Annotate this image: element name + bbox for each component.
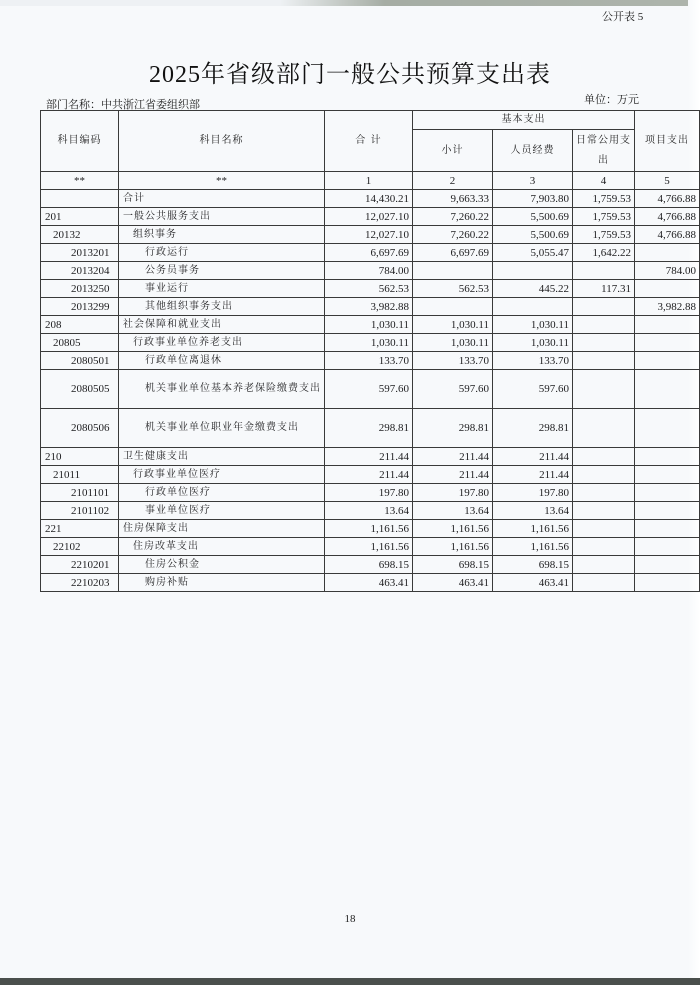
cell-daily: [573, 409, 635, 448]
cell-subtotal: 1,030.11: [413, 334, 493, 352]
cell-code: 2013299: [41, 298, 119, 316]
header-daily: 日常公用支出: [573, 130, 635, 172]
table-row: [41, 556, 700, 574]
cell-total: 562.53: [325, 280, 413, 298]
cell-project: 4,766.88: [635, 226, 700, 244]
cell-project: [635, 502, 700, 520]
index-cell: 1: [325, 172, 413, 190]
table-row: [41, 484, 700, 502]
cell-personnel: 597.60: [493, 370, 573, 409]
cell-personnel: 5,500.69: [493, 226, 573, 244]
cell-total: 12,027.10: [325, 208, 413, 226]
cell-personnel: 5,500.69: [493, 208, 573, 226]
cell-subtotal: 597.60: [413, 370, 493, 409]
cell-name: 公务员事务: [119, 262, 325, 280]
cell-subtotal: 1,161.56: [413, 520, 493, 538]
table-row: [41, 298, 700, 316]
table-row: [41, 538, 700, 556]
cell-name: 行政运行: [119, 244, 325, 262]
header-code: 科目编码: [41, 111, 119, 172]
cell-code: 201: [41, 208, 119, 226]
cell-code: 2080506: [41, 409, 119, 448]
cell-name: 卫生健康支出: [119, 448, 325, 466]
cell-subtotal: 211.44: [413, 466, 493, 484]
cell-project: [635, 556, 700, 574]
cell-subtotal: 463.41: [413, 574, 493, 592]
table-row: [41, 574, 700, 592]
header-personnel: 人员经费: [493, 130, 573, 172]
cell-personnel: 1,030.11: [493, 334, 573, 352]
cell-code: 2080505: [41, 370, 119, 409]
cell-total: 1,030.11: [325, 316, 413, 334]
cell-code: 2210201: [41, 556, 119, 574]
cell-name: 事业单位医疗: [119, 502, 325, 520]
cell-daily: 1,759.53: [573, 190, 635, 208]
cell-personnel: 197.80: [493, 484, 573, 502]
cell-total: 12,027.10: [325, 226, 413, 244]
cell-project: [635, 244, 700, 262]
cell-name: 住房保障支出: [119, 520, 325, 538]
cell-subtotal: 197.80: [413, 484, 493, 502]
cell-subtotal: [413, 298, 493, 316]
cell-code: 2013204: [41, 262, 119, 280]
cell-personnel: 463.41: [493, 574, 573, 592]
cell-total: 6,697.69: [325, 244, 413, 262]
cell-code: 20132: [41, 226, 119, 244]
cell-subtotal: 7,260.22: [413, 208, 493, 226]
cell-name: 社会保障和就业支出: [119, 316, 325, 334]
cell-name: 事业运行: [119, 280, 325, 298]
budget-expenditure-table: [40, 110, 700, 592]
cell-subtotal: 1,161.56: [413, 538, 493, 556]
cell-subtotal: 6,697.69: [413, 244, 493, 262]
department-label: 部门名称：中共浙江省委组织部: [46, 98, 200, 111]
scan-top-edge: [0, 0, 700, 6]
cell-daily: [573, 484, 635, 502]
cell-daily: [573, 352, 635, 370]
cell-daily: 117.31: [573, 280, 635, 298]
cell-name: 行政单位离退休: [119, 352, 325, 370]
cell-project: [635, 334, 700, 352]
table-row: [41, 466, 700, 484]
cell-code: [41, 190, 119, 208]
header-total: 合 计: [325, 111, 413, 172]
cell-code: 2013250: [41, 280, 119, 298]
cell-name: 机关事业单位基本养老保险缴费支出: [119, 370, 325, 409]
cell-name: 其他组织事务支出: [119, 298, 325, 316]
cell-name: 行政单位医疗: [119, 484, 325, 502]
table-row: [41, 334, 700, 352]
cell-code: 2013201: [41, 244, 119, 262]
cell-subtotal: 9,663.33: [413, 190, 493, 208]
unit-label: 单位：万元: [584, 93, 639, 106]
cell-daily: [573, 502, 635, 520]
index-cell: **: [41, 172, 119, 190]
cell-daily: [573, 370, 635, 409]
index-cell: 5: [635, 172, 700, 190]
index-cell: **: [119, 172, 325, 190]
cell-project: 4,766.88: [635, 190, 700, 208]
cell-daily: [573, 520, 635, 538]
cell-subtotal: 211.44: [413, 448, 493, 466]
cell-code: 20805: [41, 334, 119, 352]
cell-daily: 1,642.22: [573, 244, 635, 262]
cell-name: 购房补贴: [119, 574, 325, 592]
cell-daily: [573, 334, 635, 352]
cell-total: 13.64: [325, 502, 413, 520]
cell-personnel: 5,055.47: [493, 244, 573, 262]
cell-subtotal: 133.70: [413, 352, 493, 370]
table-row: [41, 208, 700, 226]
cell-personnel: 211.44: [493, 466, 573, 484]
cell-subtotal: 298.81: [413, 409, 493, 448]
cell-total: 463.41: [325, 574, 413, 592]
cell-personnel: 7,903.80: [493, 190, 573, 208]
cell-code: 221: [41, 520, 119, 538]
cell-code: 208: [41, 316, 119, 334]
cell-project: [635, 280, 700, 298]
cell-daily: [573, 262, 635, 280]
index-cell: 4: [573, 172, 635, 190]
cell-project: [635, 484, 700, 502]
cell-code: 2210203: [41, 574, 119, 592]
table-row: [41, 262, 700, 280]
header-name: 科目名称: [119, 111, 325, 172]
cell-total: 211.44: [325, 466, 413, 484]
cell-daily: [573, 298, 635, 316]
cell-daily: [573, 574, 635, 592]
cell-name: 行政事业单位医疗: [119, 466, 325, 484]
cell-daily: [573, 448, 635, 466]
cell-project: [635, 352, 700, 370]
cell-project: 784.00: [635, 262, 700, 280]
page-number: 18: [344, 913, 356, 925]
cell-name: 住房改革支出: [119, 538, 325, 556]
cell-daily: [573, 556, 635, 574]
cell-total: 1,161.56: [325, 520, 413, 538]
cell-personnel: 211.44: [493, 448, 573, 466]
table-row: [41, 316, 700, 334]
cell-name: 行政事业单位养老支出: [119, 334, 325, 352]
cell-project: [635, 409, 700, 448]
cell-daily: [573, 538, 635, 556]
header-basic-group: 基本支出: [413, 111, 635, 130]
cell-personnel: [493, 298, 573, 316]
table-row: [41, 352, 700, 370]
form-code: 公开表 5: [602, 11, 644, 23]
cell-name: 机关事业单位职业年金缴费支出: [119, 409, 325, 448]
cell-total: 14,430.21: [325, 190, 413, 208]
cell-total: 197.80: [325, 484, 413, 502]
cell-personnel: 298.81: [493, 409, 573, 448]
cell-project: [635, 538, 700, 556]
cell-subtotal: 13.64: [413, 502, 493, 520]
cell-daily: [573, 316, 635, 334]
cell-code: 2080501: [41, 352, 119, 370]
cell-total: 211.44: [325, 448, 413, 466]
table-row: [41, 409, 700, 448]
cell-project: [635, 316, 700, 334]
table-row: [41, 244, 700, 262]
cell-name: 组织事务: [119, 226, 325, 244]
table-row: [41, 226, 700, 244]
cell-personnel: 133.70: [493, 352, 573, 370]
cell-subtotal: 698.15: [413, 556, 493, 574]
table-row: [41, 280, 700, 298]
table-row: [41, 502, 700, 520]
cell-personnel: 1,030.11: [493, 316, 573, 334]
page-title: 2025年省级部门一般公共预算支出表: [149, 62, 551, 88]
cell-code: 2101101: [41, 484, 119, 502]
table-row: [41, 448, 700, 466]
index-row: [41, 172, 700, 190]
table-row: [41, 190, 700, 208]
cell-total: 698.15: [325, 556, 413, 574]
cell-personnel: 1,161.56: [493, 538, 573, 556]
cell-daily: 1,759.53: [573, 208, 635, 226]
cell-subtotal: 562.53: [413, 280, 493, 298]
header-subtotal: 小计: [413, 130, 493, 172]
cell-project: [635, 520, 700, 538]
cell-subtotal: 7,260.22: [413, 226, 493, 244]
cell-subtotal: [413, 262, 493, 280]
cell-personnel: [493, 262, 573, 280]
table-row: [41, 370, 700, 409]
cell-total: 1,030.11: [325, 334, 413, 352]
cell-code: 210: [41, 448, 119, 466]
cell-total: 133.70: [325, 352, 413, 370]
cell-project: 4,766.88: [635, 208, 700, 226]
cell-personnel: 698.15: [493, 556, 573, 574]
cell-name: 合计: [119, 190, 325, 208]
cell-name: 住房公积金: [119, 556, 325, 574]
scan-bottom-edge: [0, 978, 700, 985]
cell-code: 2101102: [41, 502, 119, 520]
cell-total: 298.81: [325, 409, 413, 448]
cell-project: [635, 448, 700, 466]
cell-project: [635, 574, 700, 592]
cell-subtotal: 1,030.11: [413, 316, 493, 334]
cell-personnel: 1,161.56: [493, 520, 573, 538]
cell-personnel: 13.64: [493, 502, 573, 520]
cell-total: 784.00: [325, 262, 413, 280]
cell-total: 597.60: [325, 370, 413, 409]
cell-project: [635, 370, 700, 409]
cell-code: 22102: [41, 538, 119, 556]
table-row: [41, 520, 700, 538]
cell-daily: 1,759.53: [573, 226, 635, 244]
cell-project: [635, 466, 700, 484]
cell-total: 1,161.56: [325, 538, 413, 556]
cell-project: 3,982.88: [635, 298, 700, 316]
cell-daily: [573, 466, 635, 484]
cell-total: 3,982.88: [325, 298, 413, 316]
header-project: 项目支出: [635, 111, 700, 172]
index-cell: 3: [493, 172, 573, 190]
cell-personnel: 445.22: [493, 280, 573, 298]
index-cell: 2: [413, 172, 493, 190]
cell-code: 21011: [41, 466, 119, 484]
cell-name: 一般公共服务支出: [119, 208, 325, 226]
